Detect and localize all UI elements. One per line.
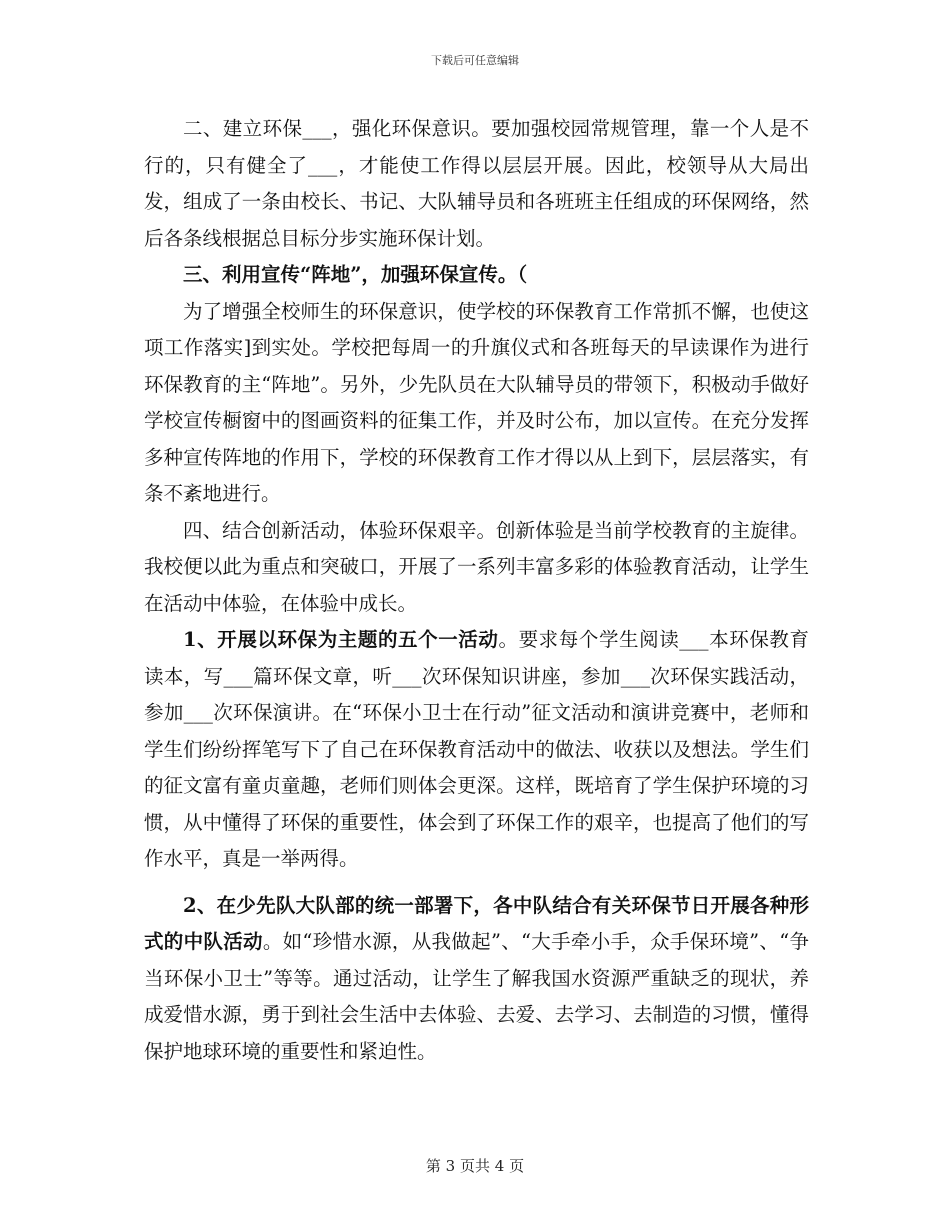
paragraph-activity-two (144, 888, 809, 1071)
page-header: 下载后可任意编辑 (431, 54, 519, 67)
activity-two-lead: 2、在少先队大队部的统一部署下，各中队结合有关环保节日开展各种形式的中队活动 (144, 893, 809, 953)
paragraph-activity-one (144, 622, 809, 878)
page-number: 第 3 页共 4 页 (425, 1157, 525, 1175)
paragraph-section-two: 二、建立环保___，强化环保意识。要加强校园常规管理，靠一个人是不行的，只有健全了___，才能使工作得以层层开展。因此，校领导从大局出发，组成了一条由校长、书记、大队辅导员和各班班主任组成的环保网络，然后各条线根据总目标分步实施环保计划。 (144, 117, 809, 250)
document-body (144, 111, 809, 1070)
paragraph-section-four: 四、结合创新活动，体验环保艰辛。创新体验是当前学校教育的主旋律。我校便以此为重点和突破口，开展了一系列丰富多彩的体验教育活动，让学生在活动中体验，在体验中成长。 (144, 518, 809, 615)
paragraph-publicity: 为了增强全校师生的环保意识，使学校的环保教育工作常抓不懈，也使这项工作落实]到实处。学校把每周一的升旗仪式和各班每天的早读课作为进行环保教育的主“阵地”。另外，少先队员在大队辅导员的带领下，积极动手做好学校宣传橱窗中的图画资料的征集工作，并及时公布，加以宣传。在充分发挥多种宣传阵地的作用下，学校的环保教育工作才得以从上到下，层层落实，有条不紊地进行。 (144, 299, 809, 505)
activity-two-text: 。如“珍惜水源，从我做起”、“大手牵小手，众手保环境”、“争当环保小卫士”等等。通过活动，让学生了解我国水资源严重缺乏的现状，养成爱惜水源，勇于到社会生活中去体验、去爱、去学习、去制造的习惯，懂得保护地球环境的重要性和紧迫性。 (144, 930, 809, 1063)
activity-one-text: 。要求每个学生阅读___本环保教育读本，写___篇环保文章，听___次环保知识讲座，参加___次环保实践活动，参加___次环保演讲。在“环保小卫士在行动”征文活动和演讲竞赛中，老师和学生们纷纷挥笔写下了自己在环保教育活动中的做法、收获以及想法。学生们的征文富有童贞童趣，老师们则体会更深。这样，既培育了学生保护环境的习惯，从中懂得了环保的重要性，体会到了环保工作的艰辛，也提高了他们的写作水平，真是一举两得。 (144, 628, 809, 870)
activity-one-lead: 1、开展以环保为主题的五个一活动 (183, 628, 499, 651)
section-heading-three: 三、利用宣传“阵地”，加强环保宣传。（ (183, 263, 528, 286)
